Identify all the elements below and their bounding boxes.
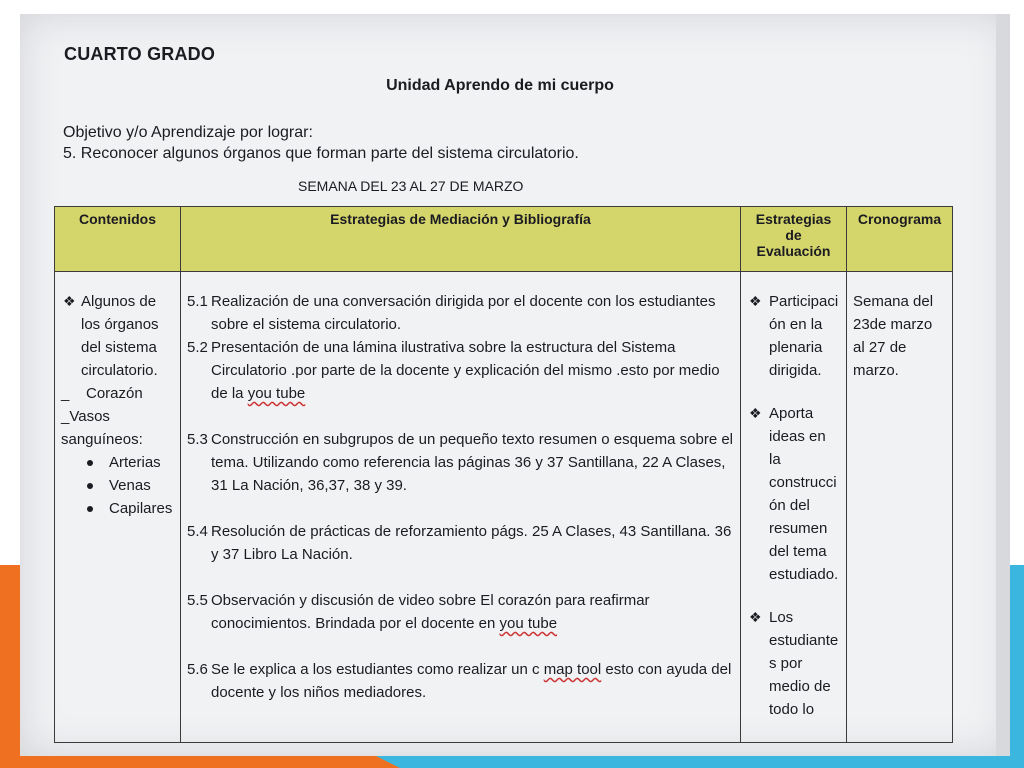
page-edge: [996, 14, 1010, 756]
diamond-bullet-icon: ❖: [749, 609, 762, 625]
list-item: Venas: [87, 474, 174, 497]
document-photo: [20, 14, 1010, 756]
lesson-plan-table: [54, 206, 953, 743]
slide-bottom-bar-orange: [0, 756, 400, 768]
evaluation-item: ❖ Participaci ón en la plenaria dirigida.: [747, 290, 840, 382]
content-vasos: _Vasos: [61, 408, 110, 425]
bullet-dot-icon: [87, 483, 93, 489]
slide-accent-blue: [1010, 565, 1024, 768]
list-item: Capilares: [87, 497, 174, 520]
objective-text: 5. Reconocer algunos órganos que forman parte del sistema circulatorio.: [63, 145, 579, 162]
diamond-bullet-icon: ❖: [749, 405, 762, 421]
youtube-reference: you tube: [499, 615, 558, 632]
header-contenidos: Contenidos: [55, 207, 181, 272]
cell-contenidos: [55, 272, 181, 743]
diamond-bullet-icon: ❖: [63, 293, 76, 309]
strategy-item: 5.5 Observación y discusión de video sobre El corazón para reafirmar conocimientos. Brindada por el docente en you tube: [187, 592, 650, 632]
table-header-row: [55, 207, 953, 272]
header-estrategias-evaluacion: Estrategias de Evaluación: [741, 207, 847, 272]
header-cronograma: Cronograma: [847, 207, 953, 272]
strategy-item: 5.4 Resolución de prácticas de reforzamiento págs. 25 A Clases, 43 Santillana. 36 y 37 Libro La Nación.: [187, 523, 732, 563]
map-tool-reference: map tool: [543, 661, 602, 678]
youtube-reference: you tube: [247, 385, 306, 402]
content-item: ❖ Algunos de los órganos del sistema circulatorio.: [61, 290, 174, 382]
cell-cronograma: Semana del 23de marzo al 27 de marzo.: [847, 272, 953, 743]
objective-label: Objetivo y/o Aprendizaje por lograr:: [63, 124, 313, 141]
vessel-list: [61, 451, 174, 520]
header-estrategias-mediacion: Estrategias de Mediación y Bibliografía: [181, 207, 741, 272]
unit-title: Unidad Aprendo de mi cuerpo: [386, 77, 614, 94]
content-corazon: _ Corazón: [61, 385, 143, 402]
diamond-bullet-icon: ❖: [749, 293, 762, 309]
strategy-item: 5.3 Construcción en subgrupos de un pequeño texto resumen o esquema sobre el tema. Utilizando como referencia las páginas 36 y 37 Santillana, 22 A Clases, 31 La Nación, 36,37, 38 y 39.: [187, 431, 734, 494]
week-label: SEMANA DEL 23 AL 27 DE MARZO: [298, 178, 524, 194]
grade-title: CUARTO GRADO: [64, 44, 216, 64]
evaluation-item: ❖ Aporta ideas en la construcci ón del resumen del tema estudiado.: [747, 402, 840, 586]
bullet-dot-icon: [87, 506, 93, 512]
evaluation-item: ❖ Los estudiante s por medio de todo lo: [747, 606, 840, 721]
table-row: [55, 272, 953, 743]
cell-evaluacion: [741, 272, 847, 743]
cell-estrategias: [181, 272, 741, 743]
list-item: Arterias: [87, 451, 174, 474]
strategy-item: 5.1 Realización de una conversación dirigida por el docente con los estudiantes sobre el sistema circulatorio.: [187, 293, 716, 333]
strategy-item: 5.6 Se le explica a los estudiantes como realizar un c map tool esto con ayuda del docente y los niños mediadores.: [187, 661, 732, 701]
strategy-item: 5.2 Presentación de una lámina ilustrativa sobre la estructura del Sistema Circulatorio .por parte de la docente y explicación del mismo .esto por medio de la you tube: [187, 339, 720, 402]
content-sanguineos: sanguíneos:: [61, 431, 143, 448]
slide-accent-orange: [0, 565, 22, 768]
bullet-dot-icon: [87, 460, 93, 466]
